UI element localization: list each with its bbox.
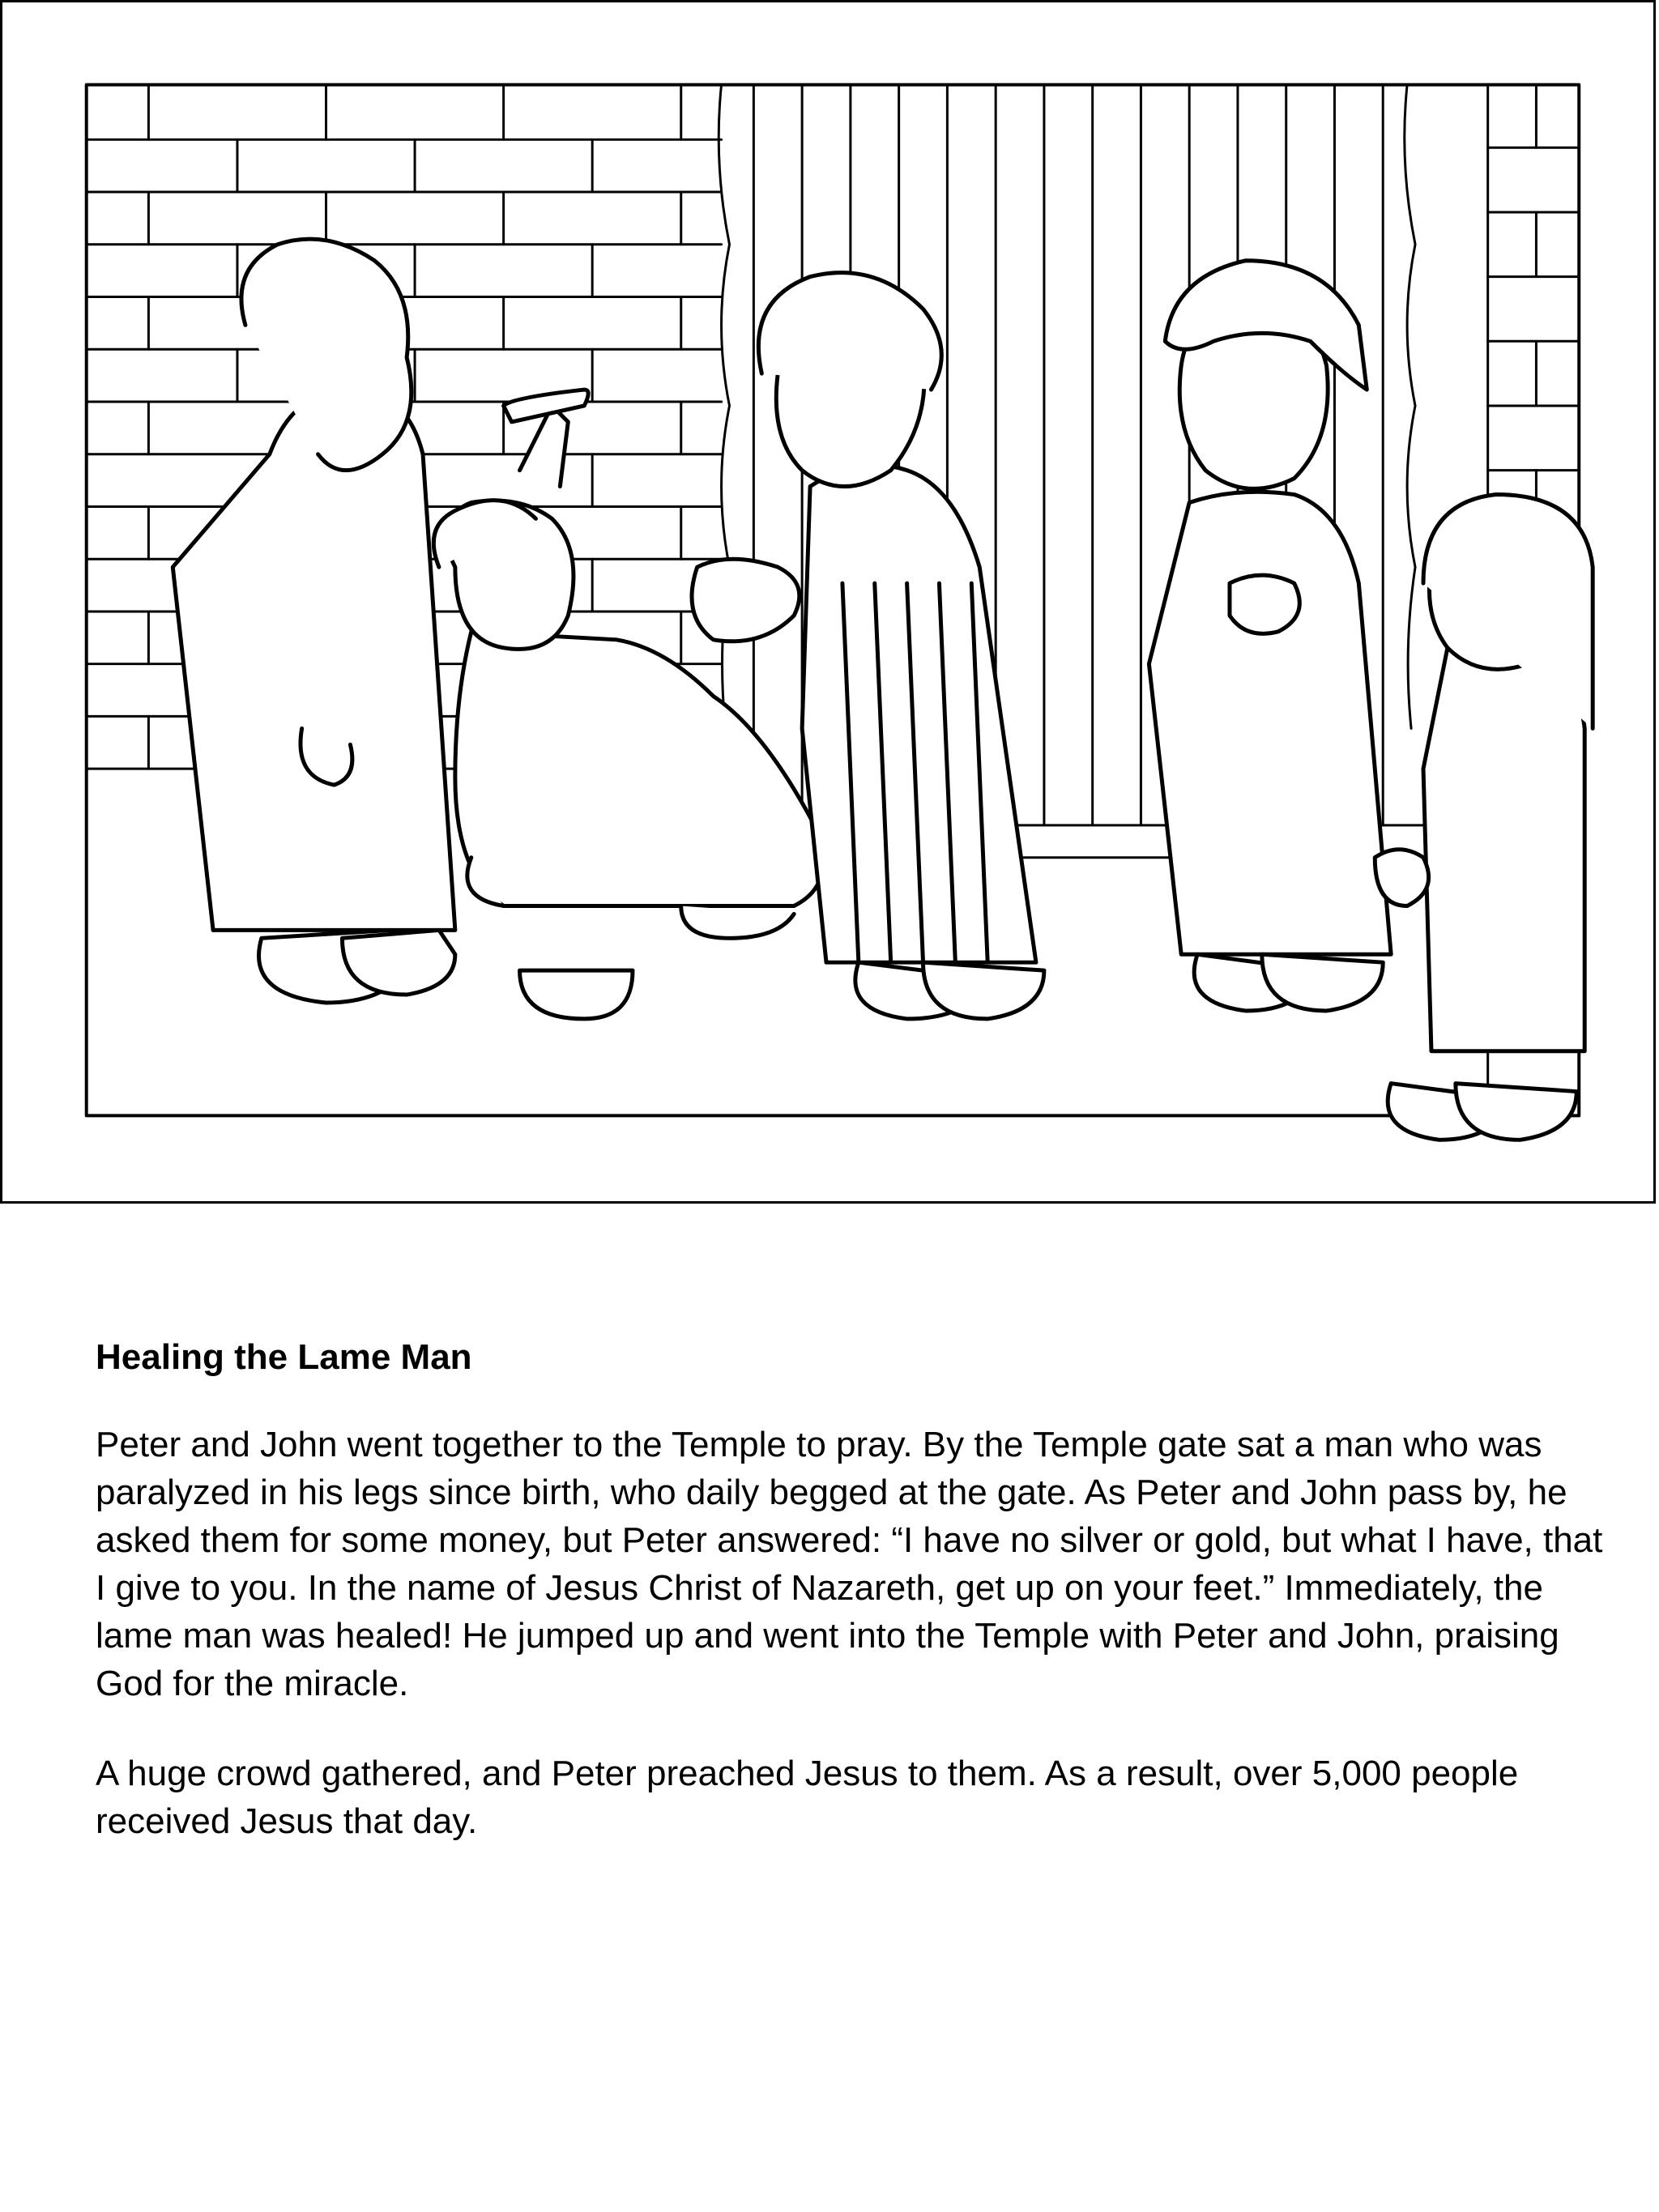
elder-figure <box>1149 261 1391 1011</box>
story-title: Healing the Lame Man <box>96 1337 472 1377</box>
lame-man-figure <box>433 390 823 1019</box>
john-figure <box>173 239 455 1003</box>
child-figure <box>1375 495 1593 1140</box>
coloring-illustration <box>2 2 1653 1201</box>
story-paragraph-1: Peter and John went together to the Temple to pray. By the Temple gate sat a man who was paralyzed in his legs since birth, who daily begged at the gate. As Peter and John pass by, he asked them for some money, but Peter answered: “I have no silver or gold, but what I have, that I give to you. In the name of Jesus Christ of Nazareth, get up on your feet.” Immediately, the lame man was healed! He jumped up and went into the Temple with Peter and John, praising God for the miracle. <box>96 1425 1603 1703</box>
story-paragraph-2: A huge crowd gathered, and Peter preached Jesus to them. As a result, over 5,000 people received Jesus that day. <box>96 1754 1519 1841</box>
story-text <box>96 1335 1618 1887</box>
